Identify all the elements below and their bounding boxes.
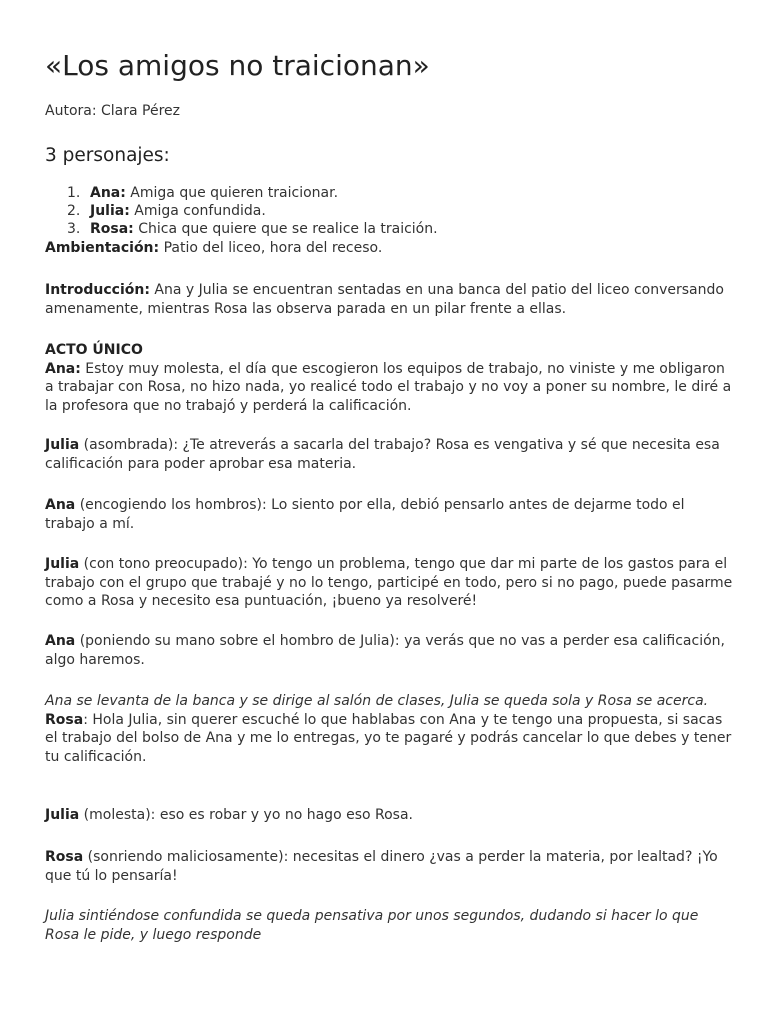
dialogue-line [45, 436, 735, 473]
setting-paragraph [45, 239, 735, 258]
cast-description: Amiga confundida. [129, 203, 266, 219]
intro-label: Introducción: [45, 282, 150, 298]
cast-number: 2. [67, 203, 81, 219]
dialogue-line [45, 692, 735, 766]
speaker-name: Ana [45, 497, 76, 513]
cast-name: Ana: [90, 185, 126, 201]
dialogue-line [45, 496, 735, 533]
dialogue-line [45, 806, 735, 825]
author-line: Autora: Clara Pérez [45, 103, 181, 119]
dialogue-line [45, 555, 735, 611]
cast-number: 1. [67, 185, 81, 201]
dialogue-text: (poniendo su mano sobre el hombro de Julia): ya verás que no vas a perder esa calificación, algo haremos. [45, 633, 725, 668]
speaker-name: Julia [45, 556, 80, 572]
speaker-name: Julia [45, 807, 80, 823]
act-heading: ACTO ÚNICO [45, 342, 143, 358]
dialogue-text: (con tono preocupado): Yo tengo un problema, tengo que dar mi parte de los gastos para el trabajo con el grupo que trabajé y no lo tengo, participé en todo, pero si no pago, puede pasarme como a Rosa y necesito esa puntuación, ¡bueno ya resolveré! [45, 556, 733, 609]
dialogue-text: Estoy muy molesta, el día que escogieron los equipos de trabajo, no viniste y me obligaron a trabajar con Rosa, no hizo nada, yo realicé todo el trabajo y no voy a poner su nombre, le diré a la profesora que no trabajó y perderá la calificación. [45, 360, 732, 414]
dialogue-text: (asombrada): ¿Te atreverás a sacarla del trabajo? Rosa es vengativa y sé que necesita esa calificación para poder aprobar esa materia. [45, 437, 720, 472]
cast-list [45, 184, 745, 238]
dialogue-text: (encogiendo los hombros): Lo siento por ella, debió pensarlo antes de dejarme todo el trabajo a mí. [45, 497, 685, 532]
intro-paragraph [45, 281, 735, 318]
closing-stage-direction: Julia sintiéndose confundida se queda pensativa por unos segundos, dudando si hacer lo que Rosa le pide, y luego responde [45, 908, 699, 943]
stage-direction: Ana se levanta de la banca y se dirige al salón de clases, Julia se queda sola y Rosa se acerca. [45, 693, 709, 709]
cast-description: Amiga que quieren traicionar. [125, 185, 339, 201]
cast-number: 3. [67, 221, 81, 237]
cast-name: Julia: [90, 203, 130, 219]
intro-text: Ana y Julia se encuentran sentadas en una banca del patio del liceo conversando amenamente, mientras Rosa las observa parada en un pilar frente a ellas. [45, 282, 724, 317]
cast-heading: 3 personajes: [45, 145, 170, 166]
cast-item-rosa [45, 220, 745, 238]
setting-label: Ambientación: [45, 240, 160, 256]
cast-item-julia [45, 202, 745, 220]
speaker-name: Ana: [45, 360, 81, 377]
document-title: «Los amigos no traicionan» [45, 49, 430, 82]
dialogue-text: : Hola Julia, sin querer escuché lo que hablabas con Ana y te tengo una propuesta, si sacas el trabajo del bolso de Ana y me lo entregas, yo te pagaré y podrás cancelar lo que debes y tener tu calificación. [45, 711, 732, 765]
cast-item-ana [45, 184, 745, 202]
dialogue-text: (sonriendo maliciosamente): necesitas el dinero ¿vas a perder la materia, por lealtad? ¡Yo que tú lo pensaría! [45, 849, 718, 884]
speaker-name: Ana [45, 633, 76, 649]
speaker-name: Rosa [45, 711, 84, 728]
cast-name: Rosa: [90, 221, 134, 237]
speaker-name: Julia [45, 437, 80, 453]
speaker-name: Rosa [45, 849, 84, 865]
dialogue-line [45, 848, 735, 885]
dialogue-text: (molesta): eso es robar y yo no hago eso Rosa. [79, 807, 413, 823]
setting-text: Patio del liceo, hora del receso. [159, 240, 383, 256]
act-paragraph [45, 341, 735, 415]
cast-description: Chica que quiere que se realice la traición. [133, 221, 438, 237]
dialogue-line [45, 632, 735, 669]
